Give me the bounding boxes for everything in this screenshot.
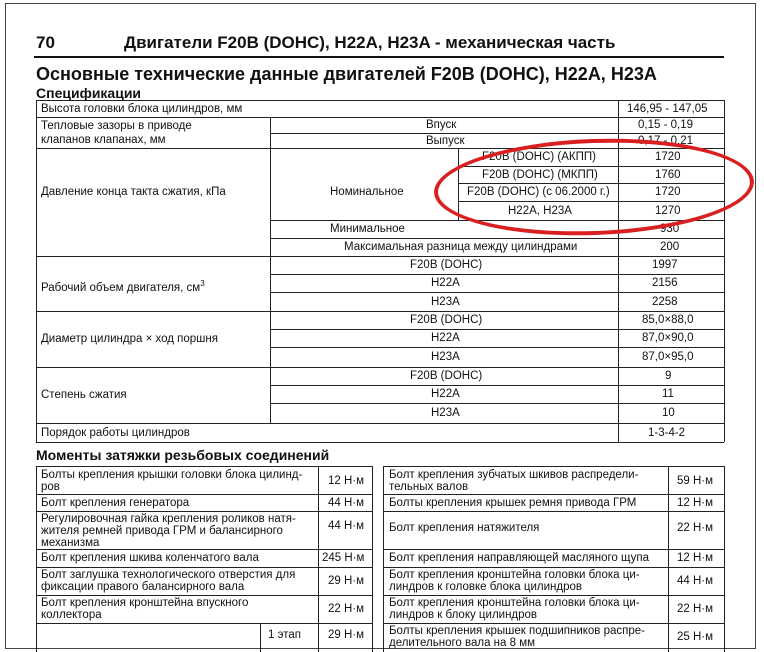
header-divider	[34, 56, 724, 58]
compression-ratio-value: 10	[662, 407, 675, 419]
bore-stroke-value: 87,0×95,0	[642, 351, 694, 363]
torque-item-text: Болт крепления кронштейна головки блока ци-	[389, 597, 640, 609]
compression-ratio-value: 9	[665, 370, 672, 382]
torque-item-text: Болт крепления зубчатых шкивов распредели-	[389, 469, 639, 481]
torque-item-text: ров	[41, 481, 60, 493]
displacement-engine: H23A	[431, 296, 460, 308]
torque-stage-label: 1 этап	[268, 629, 301, 641]
compression-ratio-engine: H22A	[431, 388, 460, 400]
bore-stroke-label: Диаметр цилиндра × ход поршня	[41, 333, 218, 345]
torque-item-text: коллектора	[41, 609, 102, 621]
torque-item-value: 59 Н·м	[677, 475, 714, 487]
torque-item-value: 29 Н·м	[328, 575, 365, 587]
nominal-label: Номинальное	[330, 186, 404, 198]
compression-engine: F20B (DOHC) (МКПП)	[482, 169, 598, 181]
torque-item-text: Болт крепления генератора	[41, 497, 190, 509]
torque-item-text: линдров к блоку цилиндров	[389, 609, 538, 621]
bore-stroke-engine: H23A	[431, 351, 460, 363]
compression-value: 1760	[655, 169, 681, 181]
page-header	[36, 33, 719, 55]
torque-item-text: Болт крепления кронштейна головки блока ци-	[389, 569, 640, 581]
torque-item-text: Болт крепления натяжителя	[389, 522, 540, 534]
torque-item-text: тельных валов	[389, 481, 469, 493]
torque-item-text: Болты крепления крышек ремня привода ГРМ	[389, 497, 637, 509]
compression-ratio-engine: F20B (DOHC)	[410, 370, 483, 382]
displacement-value: 2258	[652, 296, 678, 308]
compression-engine: F20B (DOHC) (с 06.2000 г.)	[467, 186, 610, 198]
firing-order-label: Порядок работы цилиндров	[41, 427, 190, 439]
torque-item-text: делительного вала на 8 мм	[389, 637, 536, 649]
displacement-engine: F20B (DOHC)	[410, 259, 483, 271]
head-height-label: Высота головки блока цилиндров, мм	[41, 103, 243, 115]
compression-ratio-value: 11	[662, 388, 674, 400]
torque-item-value: 44 Н·м	[328, 520, 365, 532]
displacement-value: 1997	[652, 259, 678, 271]
bore-stroke-value: 87,0×90,0	[642, 332, 694, 344]
valve-clearance-label: Тепловые зазоры в приводе	[41, 120, 192, 132]
compression-value: 1720	[655, 186, 681, 198]
torque-item-value: 29 Н·м	[328, 629, 365, 641]
displacement-engine: H22A	[431, 277, 460, 289]
compression-ratio-engine: H23A	[431, 407, 460, 419]
max-diff-label: Максимальная разница между цилиндрами	[344, 241, 578, 253]
torque-item-value: 22 Н·м	[677, 603, 714, 615]
torque-item-value: 22 Н·м	[328, 603, 365, 615]
valve-clearance-label-2: клапанов клапанах, мм	[41, 134, 166, 146]
torque-item-text: Болт крепления кронштейна впускного	[41, 597, 249, 609]
firing-order-value: 1-3-4-2	[648, 427, 686, 439]
minimum-label: Минимальное	[330, 223, 405, 235]
bore-stroke-engine: H22A	[431, 332, 460, 344]
torque-item-value: 12 Н·м	[677, 552, 714, 564]
max-diff-value: 200	[660, 241, 680, 253]
torque-item-text: Болты крепления крышки головки блока цилинд-	[41, 469, 303, 481]
torque-item-text: Регулировочная гайка крепления роликов натя-	[41, 513, 296, 525]
torque-item-text: Болт крепления шкива коленчатого вала	[41, 552, 259, 564]
page-title: Основные технические данные двигателей F20B (DOHC), H22A, H23A	[36, 64, 657, 84]
bore-stroke-value: 85,0×88,0	[642, 314, 694, 326]
torque-item-text: жителя ремней привода ГРМ и балансирного	[41, 525, 283, 537]
torque-item-value: 22 Н·м	[677, 522, 714, 534]
torque-item-value: 44 Н·м	[677, 575, 714, 587]
torque-heading: Моменты затяжки резьбовых соединений	[36, 447, 330, 463]
torque-item-value: 245 Н·м	[322, 552, 365, 564]
torque-item-value: 12 Н·м	[677, 497, 714, 509]
displacement-value: 2156	[652, 277, 678, 289]
torque-item-text: линдров к головке блока цилиндров	[389, 581, 582, 593]
compression-ratio-label: Степень сжатия	[41, 389, 127, 401]
head-height-value: 146,95 - 147,05	[627, 103, 708, 115]
spec-heading: Спецификации	[36, 85, 142, 101]
torque-item-text: Болт заглушка технологического отверстия для	[41, 569, 296, 581]
bore-stroke-engine: F20B (DOHC)	[410, 314, 483, 326]
torque-item-value: 44 Н·м	[328, 497, 365, 509]
minimum-value: 930	[660, 223, 680, 235]
torque-item-text: фиксации правого балансирного вала	[41, 581, 245, 593]
torque-item-text: Болты крепления крышек подшипников распре-	[389, 625, 646, 637]
compression-value: 1270	[655, 205, 681, 217]
section-title: Двигатели F20B (DOHC), H22A, H23A - механическая часть	[124, 33, 616, 52]
page-number: 70	[36, 33, 55, 52]
displacement-label: Рабочий объем двигателя, $см^3$	[41, 279, 205, 294]
compression-engine: H22A, H23A	[508, 205, 572, 217]
torque-item-text: Болт крепления направляющей масляного щупа	[389, 552, 649, 564]
torque-item-value: 25 Н·м	[677, 631, 714, 643]
exhaust-label: Выпуск	[426, 135, 465, 147]
compression-label: Давление конца такта сжатия, кПа	[41, 186, 226, 198]
exhaust-value: 0,17 - 0,21	[638, 135, 693, 147]
torque-item-text: механизма	[41, 537, 100, 549]
intake-value: 0,15 - 0,19	[638, 119, 693, 131]
compression-engine: F20B (DOHC) (АКПП)	[482, 151, 596, 163]
compression-value: 1720	[655, 151, 681, 163]
torque-item-value: 12 Н·м	[328, 475, 365, 487]
intake-label: Впуск	[426, 119, 457, 131]
